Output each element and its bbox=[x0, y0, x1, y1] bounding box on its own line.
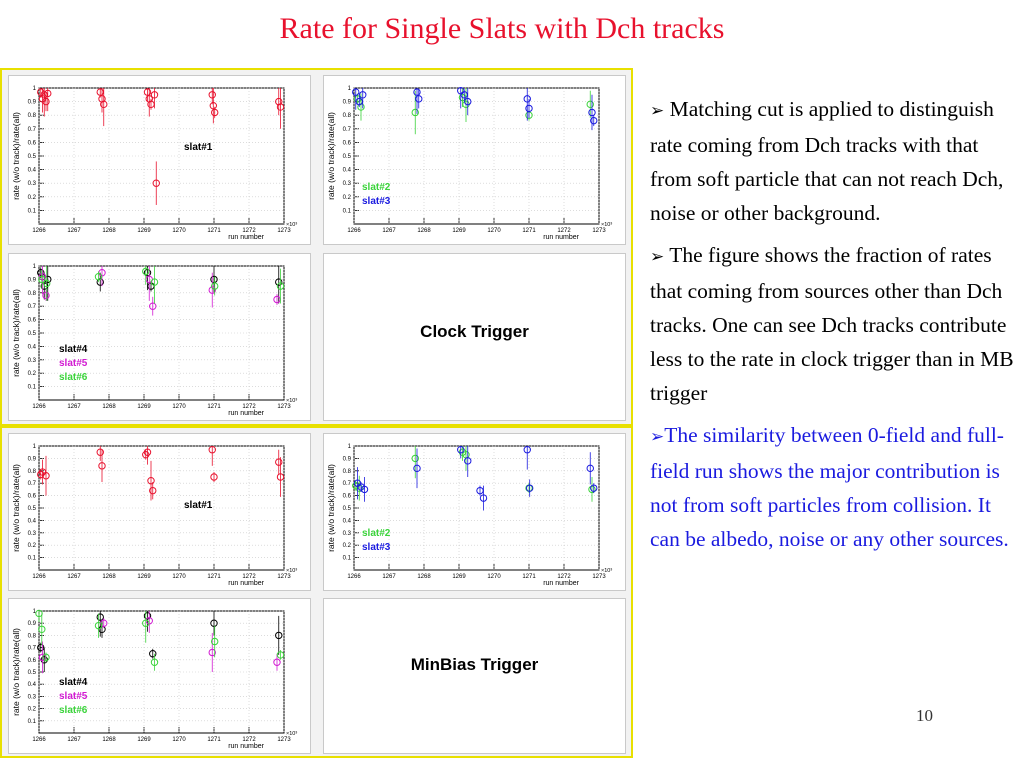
y-tick-label: 0.8 bbox=[342, 468, 351, 475]
x-tick-label: 1272 bbox=[242, 404, 256, 410]
y-tick-label: 0.7 bbox=[342, 481, 351, 488]
x-tick-label: 1272 bbox=[242, 574, 256, 580]
x-tick-label: 1268 bbox=[102, 737, 116, 743]
y-tick-label: 0.1 bbox=[27, 555, 36, 562]
legend-label: slat#6 bbox=[59, 705, 88, 716]
legend-label: slat#6 bbox=[59, 372, 88, 383]
y-tick-label: 0.4 bbox=[27, 682, 36, 689]
x-scale-label: ×10³ bbox=[286, 398, 298, 404]
x-tick-label: 1269 bbox=[452, 228, 466, 234]
y-tick-label: 1 bbox=[32, 86, 36, 92]
bullet-item bbox=[650, 238, 1018, 410]
y-tick-label: 0.1 bbox=[342, 555, 351, 562]
slide-title: Rate for Single Slats with Dch tracks bbox=[279, 12, 725, 45]
plot-panel bbox=[8, 253, 311, 421]
x-tick-label: 1266 bbox=[32, 737, 46, 743]
y-tick-label: 0.6 bbox=[27, 493, 36, 500]
x-tick-label: 1273 bbox=[592, 228, 606, 234]
plot-panel bbox=[323, 433, 626, 591]
bullet-text: The figure shows the fraction of rates that coming from sources other than Dch tracks. One can see Dch tracks contribute less to the rate in clock trigger than in MB trigger bbox=[650, 243, 1014, 405]
y-tick-label: 0.3 bbox=[27, 181, 36, 188]
y-axis-label: rate (w/o track)/rate(all) bbox=[11, 112, 21, 200]
x-tick-label: 1267 bbox=[67, 404, 81, 410]
scatter-plot bbox=[9, 76, 310, 244]
x-tick-label: 1273 bbox=[277, 404, 291, 410]
x-scale-label: ×10³ bbox=[601, 222, 613, 228]
x-tick-label: 1266 bbox=[32, 574, 46, 580]
x-tick-label: 1268 bbox=[417, 228, 431, 234]
x-tick-label: 1272 bbox=[242, 737, 256, 743]
x-tick-label: 1268 bbox=[102, 404, 116, 410]
y-tick-label: 0.4 bbox=[342, 518, 351, 525]
x-scale-label: ×10³ bbox=[286, 731, 298, 737]
x-tick-label: 1266 bbox=[32, 404, 46, 410]
legend-label: slat#1 bbox=[184, 142, 213, 153]
x-scale-label: ×10³ bbox=[286, 568, 298, 574]
bullet-text: Matching cut is applied to distinguish rate coming from Dch tracks with that from soft particle that can not reach Dch, noise or other background. bbox=[650, 97, 1004, 225]
y-tick-label: 0.6 bbox=[27, 317, 36, 324]
x-tick-label: 1269 bbox=[137, 737, 151, 743]
x-tick-label: 1268 bbox=[102, 574, 116, 580]
y-tick-label: 0.1 bbox=[27, 208, 36, 215]
y-tick-label: 0.2 bbox=[27, 543, 36, 550]
bullet-text: The similarity between 0-field and full-field run shows the major contribution is not from soft particles from collision. It can be albedo, noise or any other sources. bbox=[650, 423, 1009, 551]
x-tick-label: 1266 bbox=[347, 228, 361, 234]
y-tick-label: 0.9 bbox=[27, 99, 36, 106]
y-tick-label: 0.7 bbox=[27, 481, 36, 488]
y-tick-label: 0.8 bbox=[27, 113, 36, 120]
y-tick-label: 0.3 bbox=[27, 530, 36, 537]
y-tick-label: 1 bbox=[347, 86, 351, 92]
x-tick-label: 1269 bbox=[137, 574, 151, 580]
legend-label: slat#3 bbox=[362, 542, 391, 553]
legend-label: slat#2 bbox=[362, 182, 391, 193]
legend-label: slat#1 bbox=[184, 500, 213, 511]
y-tick-label: 1 bbox=[32, 444, 36, 450]
y-tick-label: 0.8 bbox=[27, 290, 36, 297]
y-tick-label: 0.7 bbox=[27, 304, 36, 311]
plot-panel bbox=[8, 598, 311, 754]
y-tick-label: 0.4 bbox=[27, 344, 36, 351]
y-tick-label: 0.5 bbox=[27, 670, 36, 676]
bullet-item bbox=[650, 418, 1018, 556]
arrow-bullet-icon: ➢ bbox=[650, 247, 665, 267]
x-tick-label: 1268 bbox=[417, 574, 431, 580]
y-tick-label: 0.5 bbox=[342, 154, 351, 160]
x-tick-label: 1273 bbox=[277, 228, 291, 234]
y-tick-label: 0.7 bbox=[27, 126, 36, 133]
x-tick-label: 1271 bbox=[207, 737, 221, 743]
plot-panel bbox=[8, 75, 311, 245]
y-tick-label: 0.2 bbox=[27, 371, 36, 378]
legend-label: slat#3 bbox=[362, 196, 391, 207]
y-tick-label: 0.3 bbox=[342, 530, 351, 537]
y-axis-label: rate (w/o track)/rate(all) bbox=[11, 628, 21, 716]
y-tick-label: 0.9 bbox=[342, 99, 351, 106]
x-tick-label: 1271 bbox=[522, 574, 536, 580]
x-scale-label: ×10³ bbox=[286, 222, 298, 228]
x-tick-label: 1267 bbox=[67, 574, 81, 580]
legend-label: slat#5 bbox=[59, 691, 88, 702]
y-tick-label: 0.6 bbox=[342, 493, 351, 500]
x-tick-label: 1267 bbox=[382, 574, 396, 580]
legend-label: slat#4 bbox=[59, 677, 88, 688]
y-tick-label: 0.7 bbox=[27, 645, 36, 652]
x-scale-label: ×10³ bbox=[601, 568, 613, 574]
y-tick-label: 0.2 bbox=[342, 194, 351, 201]
minbias-trigger-label: MinBias Trigger bbox=[410, 655, 539, 674]
scatter-plot bbox=[324, 434, 625, 590]
y-tick-label: 0.3 bbox=[27, 694, 36, 701]
y-tick-label: 0.2 bbox=[27, 194, 36, 201]
plot-panel bbox=[323, 75, 626, 245]
y-tick-label: 0.9 bbox=[342, 456, 351, 463]
x-tick-label: 1270 bbox=[487, 228, 501, 234]
y-tick-label: 0.1 bbox=[27, 718, 36, 725]
page-number: 10 bbox=[916, 706, 933, 725]
x-axis-label: run number bbox=[228, 410, 264, 417]
y-tick-label: 0.6 bbox=[27, 657, 36, 664]
y-axis-label: rate (w/o track)/rate(all) bbox=[11, 464, 21, 552]
x-tick-label: 1267 bbox=[67, 228, 81, 234]
y-tick-label: 0.2 bbox=[342, 543, 351, 550]
clock-trigger-panel bbox=[323, 253, 626, 421]
scatter-plot bbox=[324, 76, 625, 244]
x-tick-label: 1271 bbox=[207, 404, 221, 410]
y-tick-label: 0.1 bbox=[342, 208, 351, 215]
scatter-plot bbox=[9, 599, 310, 753]
y-tick-label: 0.7 bbox=[342, 126, 351, 133]
y-tick-label: 0.9 bbox=[27, 456, 36, 463]
y-tick-label: 0.5 bbox=[27, 331, 36, 337]
y-tick-label: 0.5 bbox=[27, 506, 36, 512]
legend-label: slat#2 bbox=[362, 528, 391, 539]
y-tick-label: 1 bbox=[347, 444, 351, 450]
y-tick-label: 0.8 bbox=[342, 113, 351, 120]
y-tick-label: 0.5 bbox=[27, 154, 36, 160]
x-tick-label: 1266 bbox=[32, 228, 46, 234]
x-tick-label: 1273 bbox=[277, 574, 291, 580]
y-tick-label: 0.5 bbox=[342, 506, 351, 512]
x-tick-label: 1273 bbox=[592, 574, 606, 580]
x-tick-label: 1269 bbox=[452, 574, 466, 580]
scatter-plot bbox=[9, 254, 310, 420]
x-tick-label: 1267 bbox=[67, 737, 81, 743]
x-axis-label: run number bbox=[543, 580, 579, 587]
x-tick-label: 1266 bbox=[347, 574, 361, 580]
y-axis-label: rate (w/o track)/rate(all) bbox=[326, 112, 336, 200]
x-tick-label: 1267 bbox=[382, 228, 396, 234]
x-tick-label: 1273 bbox=[277, 737, 291, 743]
x-axis-label: run number bbox=[228, 580, 264, 587]
minbias-trigger-panel bbox=[323, 598, 626, 754]
y-axis-label: rate (w/o track)/rate(all) bbox=[11, 289, 21, 377]
x-tick-label: 1270 bbox=[172, 228, 186, 234]
x-tick-label: 1272 bbox=[242, 228, 256, 234]
y-tick-label: 0.9 bbox=[27, 621, 36, 628]
x-tick-label: 1272 bbox=[557, 228, 571, 234]
y-tick-label: 0.6 bbox=[27, 140, 36, 147]
clock-figure-block bbox=[0, 68, 633, 426]
x-tick-label: 1271 bbox=[522, 228, 536, 234]
x-tick-label: 1269 bbox=[137, 228, 151, 234]
x-tick-label: 1270 bbox=[172, 737, 186, 743]
y-tick-label: 1 bbox=[32, 609, 36, 615]
x-axis-label: run number bbox=[228, 234, 264, 241]
y-tick-label: 0.3 bbox=[27, 357, 36, 364]
x-tick-label: 1272 bbox=[557, 574, 571, 580]
arrow-bullet-icon: ➢ bbox=[650, 427, 665, 447]
plot-panel bbox=[8, 433, 311, 591]
minbias-figure-block bbox=[0, 426, 633, 758]
y-tick-label: 0.1 bbox=[27, 384, 36, 391]
y-tick-label: 0.4 bbox=[342, 167, 351, 174]
x-tick-label: 1270 bbox=[172, 574, 186, 580]
y-tick-label: 0.3 bbox=[342, 181, 351, 188]
x-tick-label: 1271 bbox=[207, 574, 221, 580]
y-tick-label: 0.8 bbox=[27, 633, 36, 640]
bullet-list bbox=[650, 92, 1018, 564]
legend-label: slat#5 bbox=[59, 358, 88, 369]
y-tick-label: 0.9 bbox=[27, 277, 36, 284]
bullet-item bbox=[650, 92, 1018, 230]
arrow-bullet-icon: ➢ bbox=[650, 101, 665, 121]
x-axis-label: run number bbox=[228, 743, 264, 750]
y-tick-label: 0.4 bbox=[27, 167, 36, 174]
x-axis-label: run number bbox=[543, 234, 579, 241]
x-tick-label: 1270 bbox=[487, 574, 501, 580]
y-tick-label: 0.4 bbox=[27, 518, 36, 525]
x-tick-label: 1269 bbox=[137, 404, 151, 410]
scatter-plot bbox=[9, 434, 310, 590]
y-tick-label: 0.6 bbox=[342, 140, 351, 147]
x-tick-label: 1268 bbox=[102, 228, 116, 234]
clock-trigger-label: Clock Trigger bbox=[420, 322, 529, 341]
y-tick-label: 0.2 bbox=[27, 706, 36, 713]
x-tick-label: 1271 bbox=[207, 228, 221, 234]
legend-label: slat#4 bbox=[59, 344, 88, 355]
x-tick-label: 1270 bbox=[172, 404, 186, 410]
y-tick-label: 0.8 bbox=[27, 468, 36, 475]
y-axis-label: rate (w/o track)/rate(all) bbox=[326, 464, 336, 552]
y-tick-label: 1 bbox=[32, 264, 36, 270]
